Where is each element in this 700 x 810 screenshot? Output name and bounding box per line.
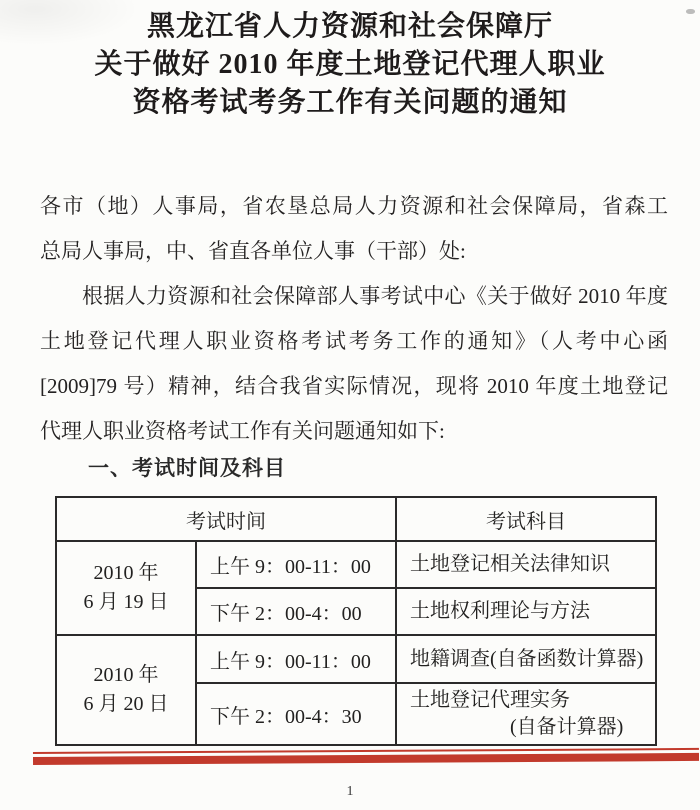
date-cell-june-19 <box>56 541 196 635</box>
header-cell-exam-subject: 考试科目 <box>396 497 656 541</box>
exam-schedule-table <box>55 496 657 746</box>
subject-line-2: (自备计算器) <box>510 716 624 738</box>
time-cell: 上午 9：00-11：00 <box>196 541 396 588</box>
paragraph-line-1: 根据人力资源和社会保障部人事考试中心《关于做好 2010 年度 <box>82 284 668 308</box>
page-number: 1 <box>346 784 354 799</box>
table-header-row <box>56 497 656 541</box>
time-cell: 下午 2：00-4：00 <box>196 588 396 635</box>
subject-line-1: 土地登记代理实务 <box>410 689 570 711</box>
subject-cell: 地籍调查(自备函数计算器) <box>396 635 656 683</box>
paragraph-line-3: [2009]79 号）精神，结合我省实际情况，现将 2010 年度土地登记 <box>40 374 668 398</box>
table-row <box>56 635 656 683</box>
date-year: 2010 年 <box>93 664 159 686</box>
date-cell-june-20 <box>56 635 196 745</box>
header-cell-exam-time: 考试时间 <box>56 497 396 541</box>
document-title-line-2: 关于做好 2010 年度土地登记代理人职业 <box>94 49 606 80</box>
table-row <box>56 541 656 588</box>
date-day: 6 月 20 日 <box>83 693 169 715</box>
date-day: 6 月 19 日 <box>83 591 169 613</box>
paragraph-line-4: 代理人职业资格考试工作有关问题通知如下: <box>40 419 445 443</box>
salutation <box>40 184 668 274</box>
salutation-line-2: 总局人事局，中、省直各单位人事（干部）处: <box>40 239 466 263</box>
footer-rule <box>33 748 699 765</box>
section-heading: 一、考试时间及科目 <box>88 457 286 480</box>
subject-cell: 土地权利理论与方法 <box>396 588 656 635</box>
document-title <box>0 8 700 122</box>
date-year: 2010 年 <box>93 562 159 584</box>
subject-cell: 土地登记相关法律知识 <box>396 541 656 588</box>
body-paragraph <box>40 274 668 454</box>
time-cell: 上午 9：00-11：00 <box>196 635 396 683</box>
subject-cell <box>396 683 656 745</box>
document-title-line-1: 黑龙江省人力资源和社会保障厅 <box>146 11 553 42</box>
time-cell: 下午 2：00-4：30 <box>196 683 396 745</box>
paragraph-line-2: 土地登记代理人职业资格考试考务工作的通知》（人考中心函 <box>40 329 668 353</box>
salutation-line-1: 各市（地）人事局，省农垦总局人力资源和社会保障局，省森工 <box>40 194 668 218</box>
document-title-line-3: 资格考试考务工作有关问题的通知 <box>132 87 568 118</box>
footer-rule-thick-line <box>33 753 699 765</box>
